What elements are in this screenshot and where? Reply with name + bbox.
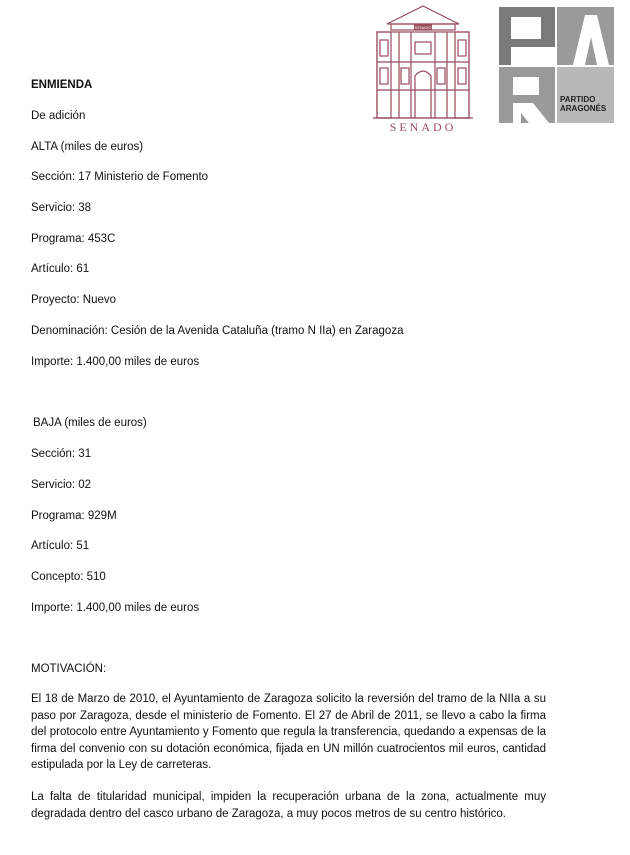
alta-heading: ALTA (miles de euros) — [31, 141, 144, 153]
senado-wordmark: SENADO — [389, 120, 457, 134]
senado-building-icon — [367, 2, 479, 120]
senado-logo — [367, 2, 479, 136]
alta-proyecto: Proyecto: Nuevo — [31, 294, 117, 306]
baja-seccion: Sección: 31 — [31, 448, 92, 460]
motivacion-paragraph-1: El 18 de Marzo de 2010, el Ayuntamiento de Zaragoza solicito la reversión del tramo de la NIIa a su paso por Zaragoza, desde el ministerio de Fomento. El 27 de Abril de 2011, se llevo a cabo la firma del protocolo entre Ayuntamiento y Fomento que regula la transferencia, quedando a expensas de la firma del convenio con su dotación económica, fijada en UN millón cuatrocientos mil euros, cantidad estipulada por la Ley de carreteras. — [31, 693, 546, 771]
amendment-type: De adición — [31, 110, 86, 122]
baja-heading: BAJA (miles de euros) — [33, 417, 147, 429]
par-wordmark-line1: PARTIDO — [560, 95, 596, 104]
senado-plaque: SENADO — [414, 25, 432, 30]
baja-servicio: Servicio: 02 — [31, 479, 92, 491]
motivacion-paragraph-2: La falta de titularidad municipal, impiden la recuperación urbana de la zona, actualmente muy degradada dentro del casco urbano de Zaragoza, a muy pocos metros de su centro histórico. — [31, 791, 546, 820]
par-logo — [499, 7, 614, 123]
baja-programa: Programa: 929M — [31, 510, 117, 522]
baja-articulo: Artículo: 51 — [31, 540, 90, 552]
baja-concepto: Concepto: 510 — [31, 571, 106, 583]
alta-importe: Importe: 1.400,00 miles de euros — [31, 356, 200, 368]
baja-importe: Importe: 1.400,00 miles de euros — [31, 602, 200, 614]
alta-seccion: Sección: 17 Ministerio de Fomento — [31, 171, 209, 183]
alta-programa: Programa: 453C — [31, 233, 116, 245]
alta-servicio: Servicio: 38 — [31, 202, 92, 214]
motivacion-heading: MOTIVACIÓN: — [31, 663, 107, 675]
document-title: ENMIENDA — [31, 79, 93, 91]
par-wordmark — [560, 95, 606, 113]
alta-articulo: Artículo: 61 — [31, 263, 90, 275]
alta-denominacion: Denominación: Cesión de la Avenida Cataluña (tramo N IIa) en Zaragoza — [31, 325, 404, 337]
par-wordmark-line2: ARAGONÉS — [560, 104, 607, 113]
